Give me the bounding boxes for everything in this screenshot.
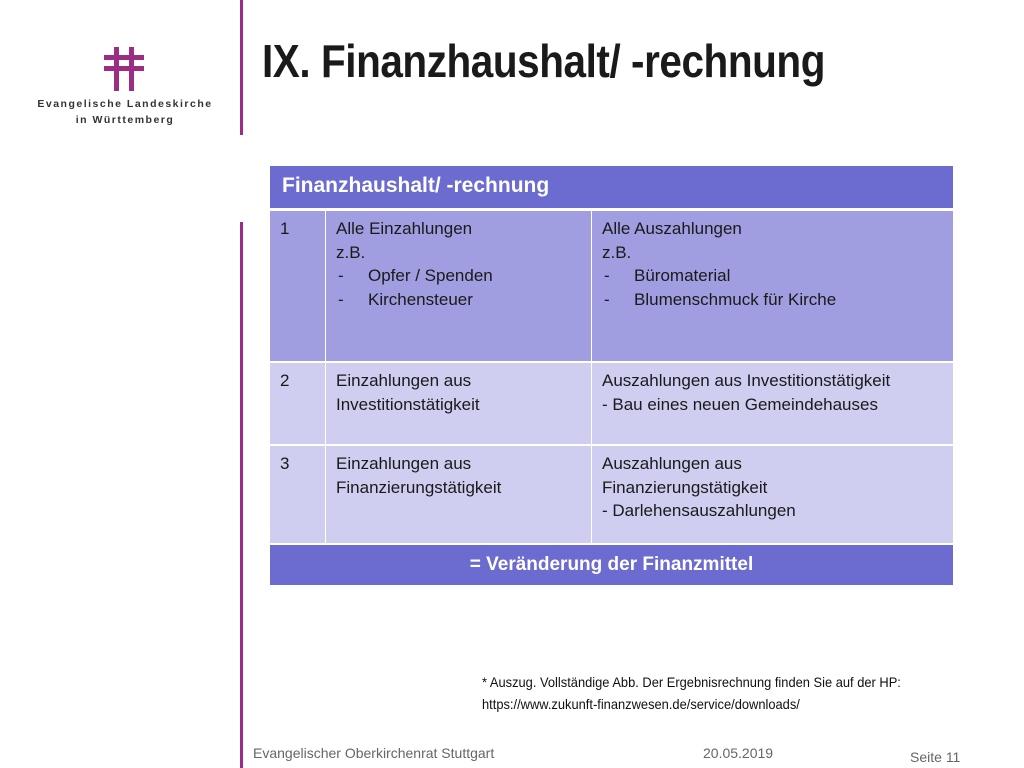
list-item: - Opfer / Spenden: [336, 264, 581, 288]
cell-line: Auszahlungen aus: [602, 454, 742, 473]
church-logo: [20, 40, 220, 140]
row-number: 3: [270, 446, 326, 545]
table-row: [270, 363, 953, 446]
row-number: 2: [270, 363, 326, 446]
cell-line: - Darlehensauszahlungen: [602, 501, 796, 520]
cell-text: Alle Auszahlungen: [602, 219, 742, 238]
inflows-cell: [326, 446, 592, 545]
footnote-url: https://www.zukunft-finanzwesen.de/service/downloads/: [482, 696, 800, 712]
list-item: - Kirchensteuer: [336, 288, 581, 312]
cross-icon: [102, 47, 146, 91]
list-item: - Blumenschmuck für Kirche: [602, 288, 943, 312]
page-label: Seite: [910, 749, 942, 765]
table-header: Finanzhaushalt/ -rechnung: [270, 166, 953, 211]
table-row: [270, 446, 953, 545]
outflows-cell: [592, 363, 953, 446]
cell-text: Alle Einzahlungen: [336, 219, 473, 238]
footnote-text: * Auszug. Vollständige Abb. Der Ergebnisrechnung finden Sie auf der HP:: [482, 674, 901, 690]
vertical-accent-line-bottom: [240, 222, 243, 768]
cell-sub: z.B.: [336, 242, 366, 262]
footnote: [482, 671, 942, 715]
page-number: 11: [945, 749, 961, 765]
finance-table: [270, 166, 953, 587]
page-title: IX. Finanzhaushalt/ -rechnung: [262, 35, 825, 87]
outflows-cell: [592, 446, 953, 545]
inflows-cell: [326, 211, 592, 363]
example-list: [336, 264, 581, 311]
vertical-accent-line-top: [240, 0, 243, 135]
cell-line: Investitionstätigkeit: [336, 394, 480, 414]
footer-date: 20.05.2019: [703, 745, 774, 761]
cell-line: Einzahlungen aus: [336, 454, 472, 473]
cell-line: Finanzierungstätigkeit: [602, 477, 768, 497]
table-header-row: [270, 166, 953, 211]
cell-line: Einzahlungen aus: [336, 371, 472, 390]
outflows-cell: [592, 211, 953, 363]
cell-line: Auszahlungen aus Investitionstätigkeit: [602, 371, 891, 390]
cell-sub: z.B.: [602, 242, 632, 262]
inflows-cell: [326, 363, 592, 446]
list-item: - Büromaterial: [602, 264, 943, 288]
org-name-line1: Evangelische Landeskirche: [37, 98, 213, 110]
cell-line: - Bau eines neuen Gemeindehauses: [602, 394, 878, 414]
cell-line: Finanzierungstätigkeit: [336, 477, 502, 497]
row-number: 1: [270, 211, 326, 363]
table-footer: = Veränderung der Finanzmittel: [270, 545, 953, 587]
org-name-line2: in Württemberg: [75, 114, 175, 126]
example-list: [602, 264, 943, 311]
footer-page-number: [910, 749, 960, 765]
footer-organization: Evangelischer Oberkirchenrat Stuttgart: [253, 745, 495, 761]
table-footer-row: [270, 545, 953, 587]
table-row: [270, 211, 953, 363]
